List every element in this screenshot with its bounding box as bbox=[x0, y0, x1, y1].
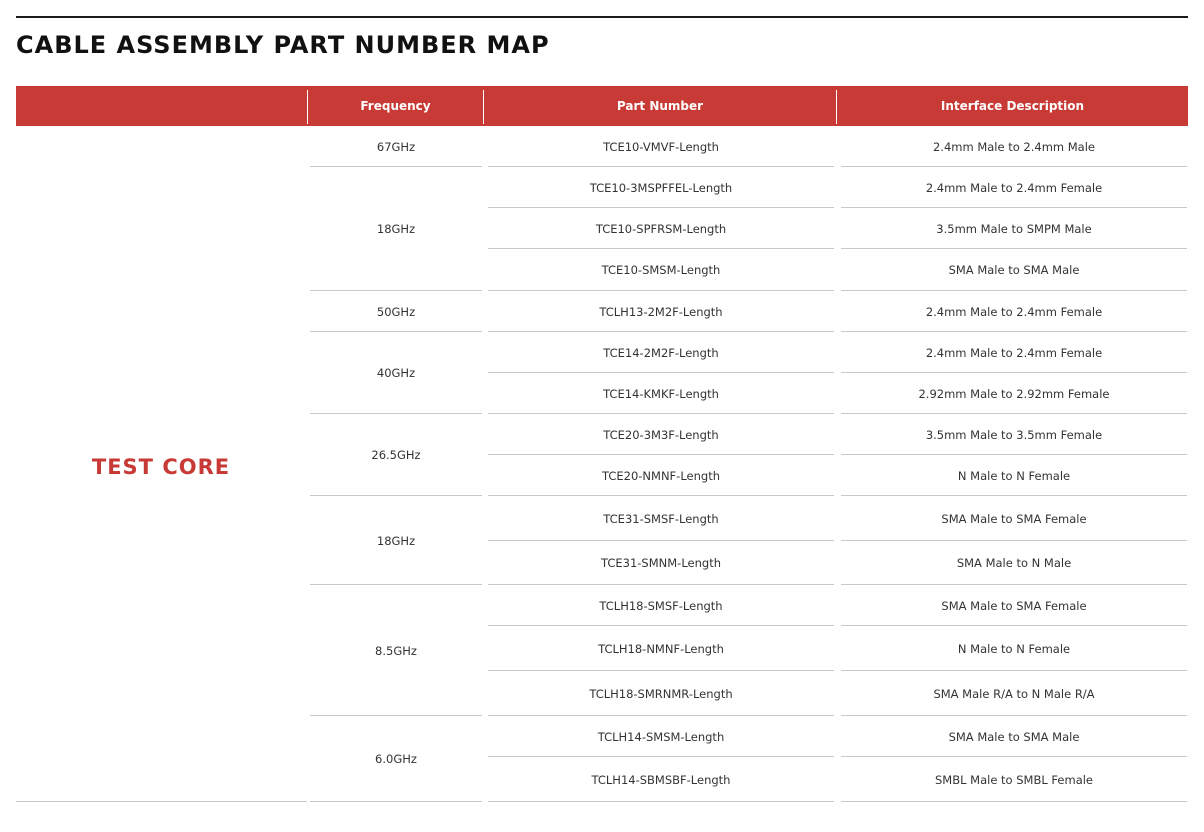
frequency-cell: 40GHz bbox=[376, 366, 416, 380]
part-number-cell: TCE10-3MSPFFEL-Length bbox=[589, 180, 733, 195]
brand-label: TEST CORE bbox=[91, 455, 231, 479]
top-rule bbox=[16, 16, 1188, 18]
frequency-cell: 50GHz bbox=[376, 304, 416, 319]
interface-description-cell: 3.5mm Male to SMPM Male bbox=[936, 221, 1092, 236]
group-divider bbox=[310, 801, 482, 802]
interface-description-cell: SMA Male to SMA Male bbox=[948, 263, 1080, 277]
part-number-cell: TCE31-SMNM-Length bbox=[601, 556, 721, 570]
interface-description-cell: 2.4mm Male to 2.4mm Female bbox=[925, 345, 1103, 360]
interface-description-cell: SMA Male to N Male bbox=[956, 556, 1072, 570]
interface-description-cell: 2.92mm Male to 2.92mm Female bbox=[918, 386, 1110, 401]
page-title: CABLE ASSEMBLY PART NUMBER MAP bbox=[16, 31, 550, 59]
part-number-cell: TCLH13-2M2F-Length bbox=[599, 304, 723, 319]
interface-description-cell: 2.4mm Male to 2.4mm Female bbox=[925, 304, 1103, 319]
frequency-cell: 6.0GHz bbox=[375, 752, 417, 766]
part-number-cell: TCLH18-SMRNMR-Length bbox=[589, 686, 733, 701]
part-number-cell: TCE20-3M3F-Length bbox=[603, 427, 719, 442]
part-number-cell: TCE10-VMVF-Length bbox=[603, 139, 719, 154]
interface-description-cell: N Male to N Female bbox=[957, 468, 1071, 483]
header-part-number: Part Number bbox=[616, 99, 704, 113]
part-number-cell: TCE20-NMNF-Length bbox=[602, 468, 720, 483]
interface-description-cell: 3.5mm Male to 3.5mm Female bbox=[925, 427, 1103, 442]
part-number-cell: TCLH14-SMSM-Length bbox=[597, 729, 725, 744]
part-number-cell: TCE10-SPFRSM-Length bbox=[595, 221, 727, 236]
row-divider bbox=[841, 801, 1187, 802]
frequency-cell: 18GHz bbox=[376, 533, 416, 548]
interface-description-cell: 2.4mm Male to 2.4mm Female bbox=[925, 180, 1103, 195]
interface-description-cell: SMBL Male to SMBL Female bbox=[934, 772, 1094, 787]
interface-description-cell: SMA Male R/A to N Male R/A bbox=[933, 686, 1095, 701]
part-number-cell: TCLH18-SMSF-Length bbox=[599, 598, 723, 613]
interface-description-cell: 2.4mm Male to 2.4mm Male bbox=[932, 139, 1096, 154]
frequency-cell: 67GHz bbox=[376, 139, 416, 154]
part-number-cell: TCLH18-NMNF-Length bbox=[598, 641, 724, 656]
frequency-cell: 26.5GHz bbox=[371, 448, 421, 462]
part-number-cell: TCE10-SMSM-Length bbox=[601, 263, 721, 277]
interface-description-cell: SMA Male to SMA Female bbox=[941, 511, 1087, 526]
part-number-cell: TCE14-KMKF-Length bbox=[603, 386, 719, 401]
interface-description-cell: SMA Male to SMA Male bbox=[948, 729, 1080, 744]
part-number-cell: TCE14-2M2F-Length bbox=[603, 345, 719, 360]
part-number-cell: TCLH14-SBMSBF-Length bbox=[591, 772, 731, 787]
interface-description-cell: SMA Male to SMA Female bbox=[941, 598, 1087, 613]
table-bottom-rule bbox=[16, 801, 307, 802]
frequency-cell: 8.5GHz bbox=[375, 643, 417, 658]
interface-description-cell: N Male to N Female bbox=[957, 641, 1071, 656]
part-number-cell: TCE31-SMSF-Length bbox=[603, 511, 719, 526]
header-interface-description: Interface Description bbox=[940, 99, 1085, 113]
frequency-cell: 18GHz bbox=[376, 222, 416, 236]
header-frequency: Frequency bbox=[360, 99, 431, 113]
row-divider bbox=[488, 801, 834, 802]
